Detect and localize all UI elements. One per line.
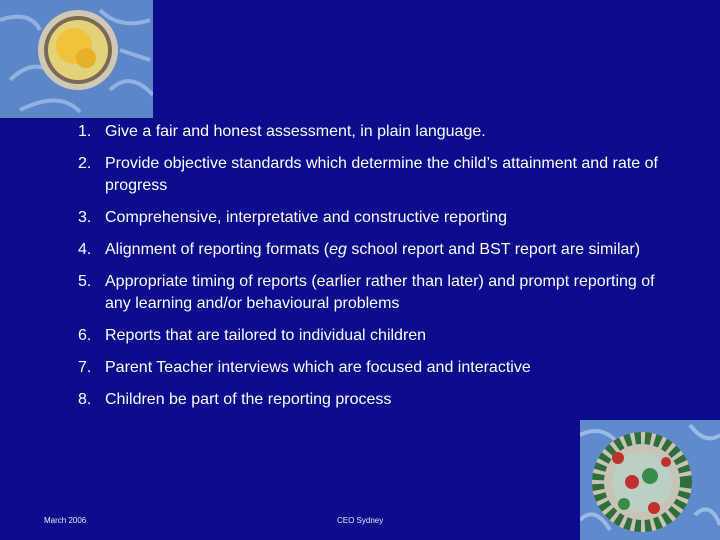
list-item-text: Provide objective standards which determine the child’s attainment and rate of progress (105, 155, 658, 194)
list-item-text: Give a fair and honest assessment, in plain language. (105, 123, 486, 140)
list-item-number: 3. (78, 209, 92, 226)
list-item-number: 6. (78, 327, 92, 344)
list-item (78, 271, 658, 315)
list-item-text: Parent Teacher interviews which are focused and interactive (105, 359, 531, 376)
list-item-number: 5. (78, 273, 92, 290)
list-item-number: 2. (78, 155, 92, 172)
list-item (78, 207, 658, 229)
list-item (78, 121, 658, 143)
list-item (78, 239, 658, 261)
list-item-text (105, 241, 640, 258)
list-item (78, 389, 658, 411)
wreath-artwork-icon (580, 420, 720, 540)
list-item-text-start: Alignment of reporting formats ( (105, 241, 330, 258)
list-item-text: Reports that are tailored to individual children (105, 327, 427, 344)
list-item-text: Comprehensive, interpretative and constructive reporting (105, 209, 507, 226)
list-item-number: 4. (78, 241, 92, 258)
list-item (78, 153, 658, 197)
list-item-text: Appropriate timing of reports (earlier rather than later) and prompt reporting of any learning and/or behavioural problems (105, 273, 655, 312)
list-item-emphasis: eg (329, 241, 347, 258)
list-item-number: 8. (78, 391, 92, 408)
list-item (78, 357, 658, 379)
list-item-text-end: school report and BST report are similar) (346, 241, 641, 258)
footer-date: March 2006 (44, 516, 87, 525)
flower-artwork-icon (0, 0, 153, 118)
list-item-number: 1. (78, 123, 92, 140)
list-item-number: 7. (78, 359, 92, 376)
reporting-principles-list (78, 121, 658, 421)
list-item (78, 325, 658, 347)
list-item-text: Children be part of the reporting process (105, 391, 392, 408)
footer-organisation: CEO Sydney (337, 516, 384, 525)
